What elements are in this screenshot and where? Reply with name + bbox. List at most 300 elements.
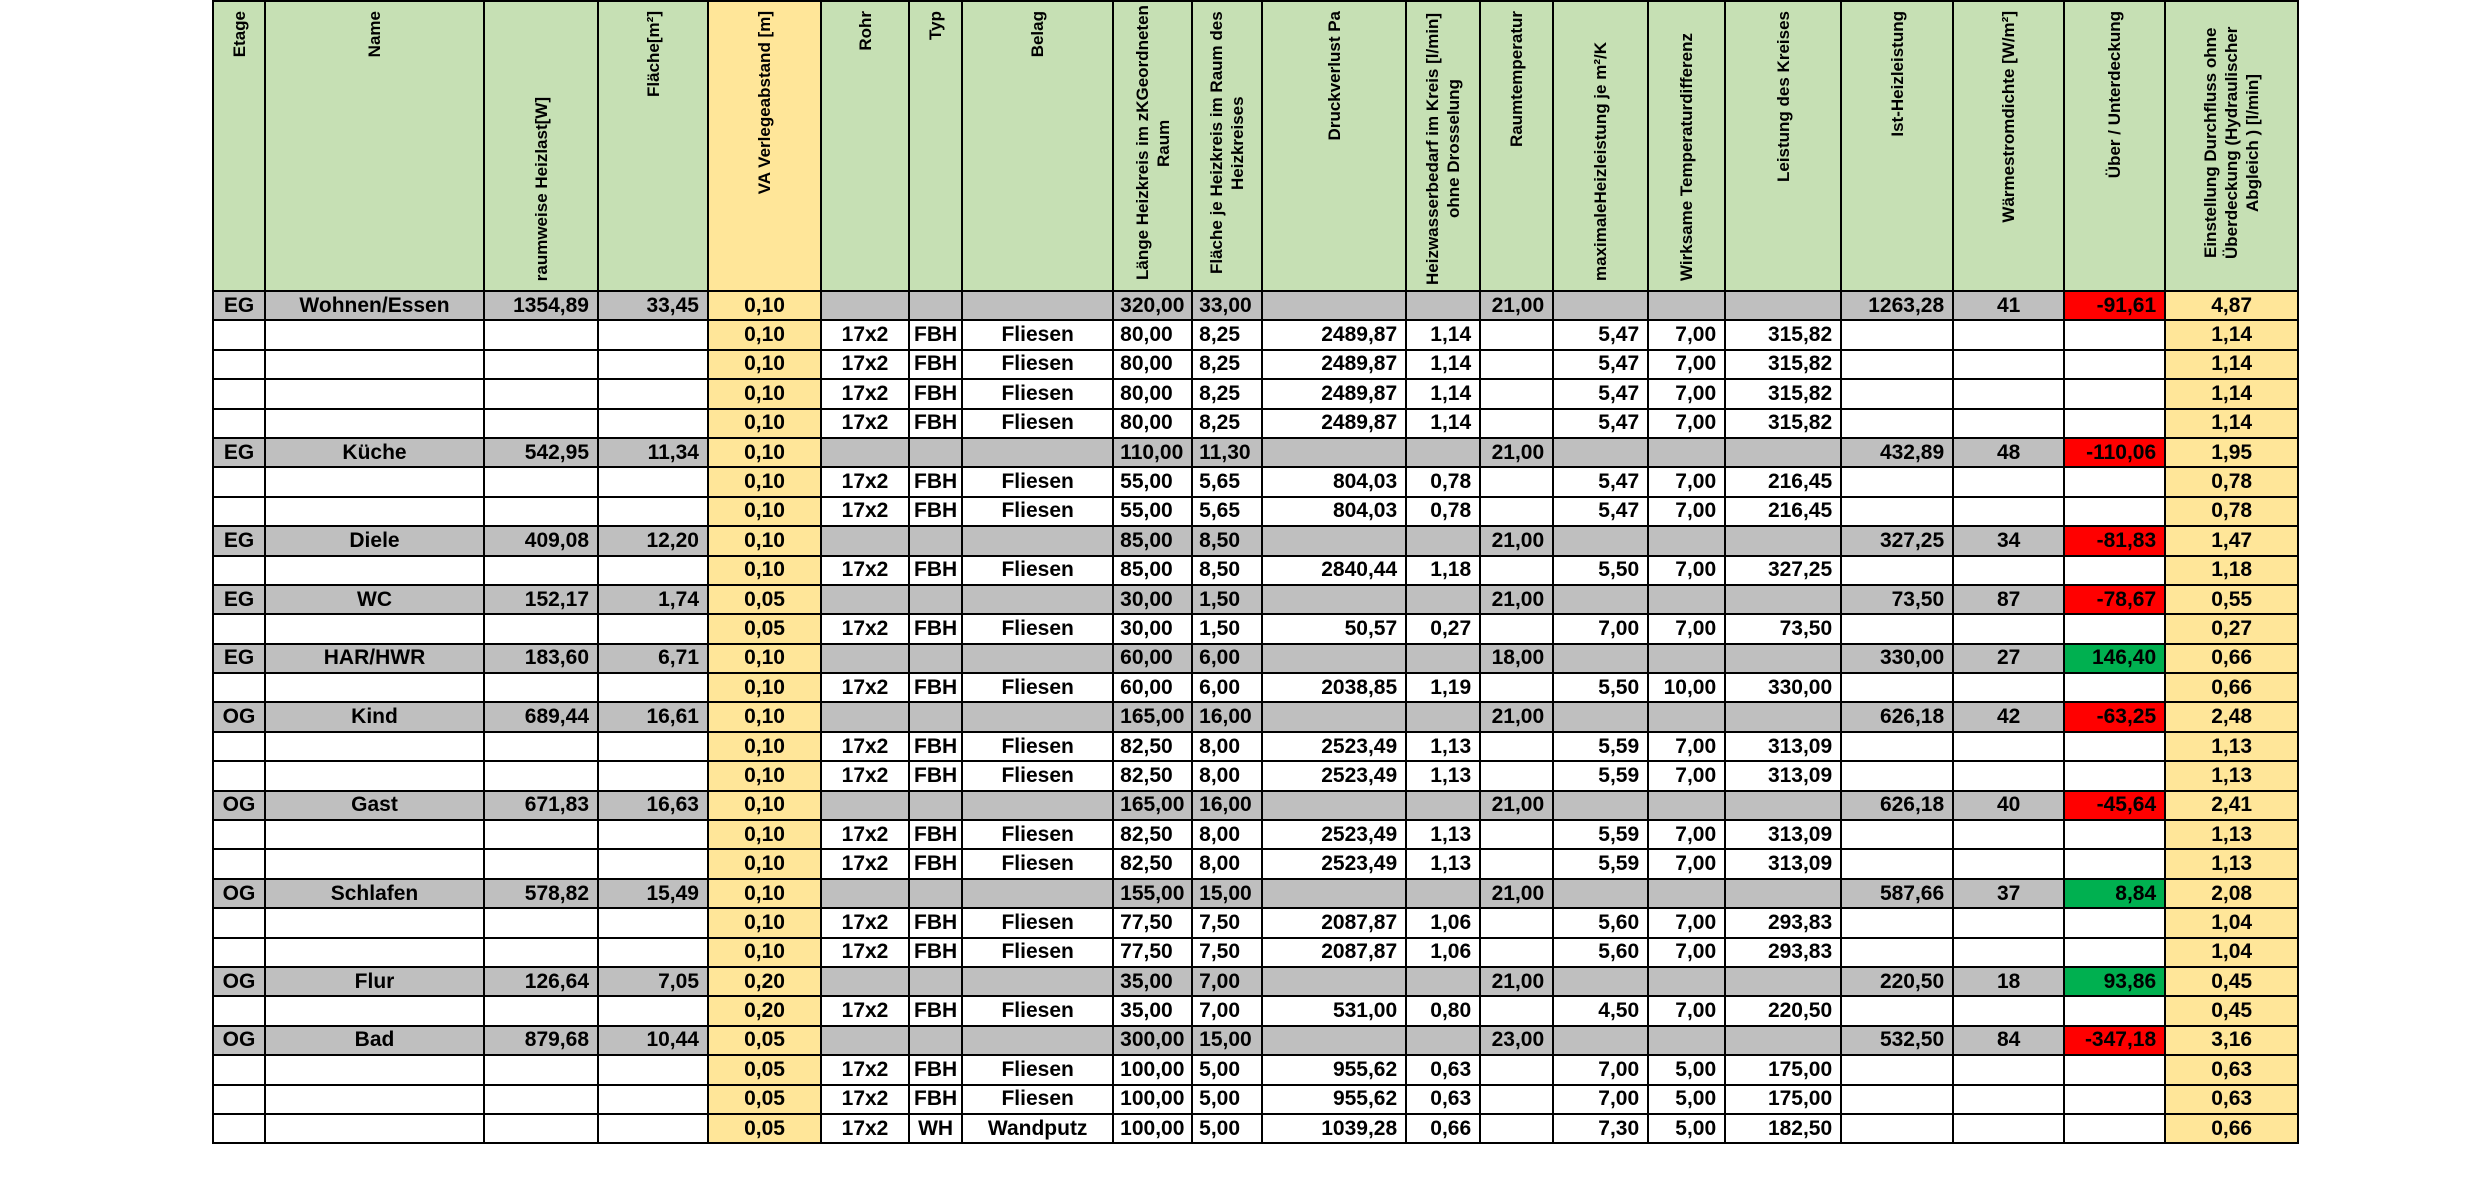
cell-raumtemperatur[interactable] xyxy=(1480,350,1553,379)
column-header-flaeche-heizkreis[interactable] xyxy=(1192,1,1262,291)
cell-heizlast[interactable] xyxy=(484,320,598,349)
cell-waermestromdichte[interactable] xyxy=(1953,1114,2064,1143)
cell-laenge[interactable]: 82,50 xyxy=(1113,761,1192,790)
cell-belag[interactable]: Fliesen xyxy=(962,409,1113,438)
cell-raumtemperatur[interactable] xyxy=(1480,673,1553,702)
cell-name[interactable] xyxy=(265,761,484,790)
cell-leistung-kreis[interactable] xyxy=(1725,585,1841,614)
cell-waermestromdichte[interactable] xyxy=(1953,1055,2064,1084)
cell-name[interactable] xyxy=(265,820,484,849)
cell-raumtemperatur[interactable] xyxy=(1480,556,1553,585)
cell-typ[interactable] xyxy=(909,1026,962,1055)
cell-raumtemperatur[interactable] xyxy=(1480,820,1553,849)
cell-druckverlust[interactable]: 955,62 xyxy=(1262,1055,1406,1084)
cell-name[interactable] xyxy=(265,908,484,937)
cell-ist-heizleistung[interactable] xyxy=(1841,732,1953,761)
cell-ueber-unterdeckung[interactable]: 146,40 xyxy=(2064,644,2165,673)
cell-flaeche-heizkreis[interactable]: 5,00 xyxy=(1192,1085,1262,1114)
cell-ueber-unterdeckung[interactable]: 8,84 xyxy=(2064,879,2165,908)
cell-flaeche-heizkreis[interactable]: 1,50 xyxy=(1192,614,1262,643)
cell-laenge[interactable]: 82,50 xyxy=(1113,732,1192,761)
cell-waermestromdichte[interactable]: 27 xyxy=(1953,644,2064,673)
cell-flaeche[interactable] xyxy=(598,467,708,496)
cell-name[interactable] xyxy=(265,556,484,585)
cell-verlegeabstand[interactable]: 0,10 xyxy=(708,350,821,379)
cell-raumtemperatur[interactable] xyxy=(1480,996,1553,1025)
cell-durchfluss[interactable]: 2,48 xyxy=(2165,702,2298,731)
cell-ist-heizleistung[interactable] xyxy=(1841,1114,1953,1143)
cell-durchfluss[interactable]: 1,18 xyxy=(2165,556,2298,585)
cell-name[interactable]: WC xyxy=(265,585,484,614)
cell-heizwasserbedarf[interactable] xyxy=(1406,791,1480,820)
cell-max-heizleistung[interactable]: 5,47 xyxy=(1553,409,1648,438)
cell-flaeche[interactable] xyxy=(598,820,708,849)
cell-rohr[interactable] xyxy=(821,644,909,673)
cell-ist-heizleistung[interactable] xyxy=(1841,556,1953,585)
cell-temperaturdifferenz[interactable]: 10,00 xyxy=(1648,673,1725,702)
cell-ist-heizleistung[interactable] xyxy=(1841,467,1953,496)
cell-max-heizleistung[interactable]: 5,47 xyxy=(1553,379,1648,408)
cell-rohr[interactable] xyxy=(821,967,909,996)
cell-flaeche-heizkreis[interactable]: 7,00 xyxy=(1192,967,1262,996)
cell-ist-heizleistung[interactable] xyxy=(1841,379,1953,408)
cell-leistung-kreis[interactable]: 175,00 xyxy=(1725,1055,1841,1084)
cell-flaeche-heizkreis[interactable]: 7,00 xyxy=(1192,996,1262,1025)
cell-heizwasserbedarf[interactable]: 1,19 xyxy=(1406,673,1480,702)
cell-laenge[interactable]: 80,00 xyxy=(1113,379,1192,408)
column-header-etage[interactable] xyxy=(213,1,265,291)
cell-name[interactable]: Flur xyxy=(265,967,484,996)
cell-waermestromdichte[interactable]: 18 xyxy=(1953,967,2064,996)
cell-flaeche-heizkreis[interactable]: 8,25 xyxy=(1192,409,1262,438)
cell-heizwasserbedarf[interactable]: 1,14 xyxy=(1406,350,1480,379)
cell-temperaturdifferenz[interactable] xyxy=(1648,526,1725,555)
cell-laenge[interactable]: 80,00 xyxy=(1113,409,1192,438)
cell-durchfluss[interactable]: 1,14 xyxy=(2165,320,2298,349)
cell-heizlast[interactable] xyxy=(484,350,598,379)
cell-leistung-kreis[interactable]: 315,82 xyxy=(1725,409,1841,438)
cell-flaeche[interactable] xyxy=(598,732,708,761)
cell-flaeche[interactable]: 11,34 xyxy=(598,438,708,467)
cell-belag[interactable]: Wandputz xyxy=(962,1114,1113,1143)
cell-name[interactable] xyxy=(265,1055,484,1084)
cell-max-heizleistung[interactable]: 7,30 xyxy=(1553,1114,1648,1143)
cell-verlegeabstand[interactable]: 0,10 xyxy=(708,673,821,702)
cell-verlegeabstand[interactable]: 0,20 xyxy=(708,996,821,1025)
cell-etage[interactable] xyxy=(213,409,265,438)
cell-heizwasserbedarf[interactable] xyxy=(1406,585,1480,614)
cell-ist-heizleistung[interactable] xyxy=(1841,1085,1953,1114)
cell-ist-heizleistung[interactable]: 626,18 xyxy=(1841,791,1953,820)
cell-druckverlust[interactable] xyxy=(1262,1026,1406,1055)
column-header-temperaturdifferenz[interactable] xyxy=(1648,1,1725,291)
cell-typ[interactable]: FBH xyxy=(909,938,962,967)
cell-heizlast[interactable] xyxy=(484,849,598,878)
cell-verlegeabstand[interactable]: 0,10 xyxy=(708,291,821,320)
cell-waermestromdichte[interactable] xyxy=(1953,761,2064,790)
cell-heizlast[interactable]: 152,17 xyxy=(484,585,598,614)
cell-heizwasserbedarf[interactable] xyxy=(1406,526,1480,555)
cell-ueber-unterdeckung[interactable]: -347,18 xyxy=(2064,1026,2165,1055)
cell-etage[interactable]: OG xyxy=(213,1026,265,1055)
cell-waermestromdichte[interactable]: 87 xyxy=(1953,585,2064,614)
cell-typ[interactable]: FBH xyxy=(909,320,962,349)
cell-durchfluss[interactable]: 0,78 xyxy=(2165,497,2298,526)
cell-name[interactable] xyxy=(265,467,484,496)
cell-verlegeabstand[interactable]: 0,10 xyxy=(708,702,821,731)
cell-heizlast[interactable]: 689,44 xyxy=(484,702,598,731)
column-header-raumtemperatur[interactable] xyxy=(1480,1,1553,291)
cell-belag[interactable] xyxy=(962,291,1113,320)
cell-flaeche-heizkreis[interactable]: 5,00 xyxy=(1192,1055,1262,1084)
cell-flaeche[interactable] xyxy=(598,350,708,379)
cell-max-heizleistung[interactable]: 5,47 xyxy=(1553,350,1648,379)
cell-max-heizleistung[interactable] xyxy=(1553,1026,1648,1055)
cell-name[interactable] xyxy=(265,409,484,438)
cell-temperaturdifferenz[interactable] xyxy=(1648,702,1725,731)
cell-ist-heizleistung[interactable] xyxy=(1841,350,1953,379)
cell-laenge[interactable]: 35,00 xyxy=(1113,996,1192,1025)
cell-name[interactable] xyxy=(265,673,484,702)
cell-heizwasserbedarf[interactable]: 1,06 xyxy=(1406,908,1480,937)
cell-ueber-unterdeckung[interactable] xyxy=(2064,614,2165,643)
cell-verlegeabstand[interactable]: 0,10 xyxy=(708,379,821,408)
cell-temperaturdifferenz[interactable]: 7,00 xyxy=(1648,556,1725,585)
cell-heizwasserbedarf[interactable]: 0,27 xyxy=(1406,614,1480,643)
cell-name[interactable] xyxy=(265,1085,484,1114)
cell-name[interactable] xyxy=(265,350,484,379)
cell-ist-heizleistung[interactable] xyxy=(1841,820,1953,849)
cell-typ[interactable] xyxy=(909,879,962,908)
cell-max-heizleistung[interactable] xyxy=(1553,438,1648,467)
cell-etage[interactable] xyxy=(213,761,265,790)
cell-leistung-kreis[interactable]: 220,50 xyxy=(1725,996,1841,1025)
cell-durchfluss[interactable]: 1,13 xyxy=(2165,761,2298,790)
cell-waermestromdichte[interactable]: 37 xyxy=(1953,879,2064,908)
cell-max-heizleistung[interactable] xyxy=(1553,644,1648,673)
cell-heizwasserbedarf[interactable]: 1,13 xyxy=(1406,849,1480,878)
cell-ist-heizleistung[interactable]: 330,00 xyxy=(1841,644,1953,673)
cell-heizwasserbedarf[interactable]: 0,63 xyxy=(1406,1085,1480,1114)
cell-ist-heizleistung[interactable] xyxy=(1841,320,1953,349)
cell-heizlast[interactable] xyxy=(484,614,598,643)
cell-name[interactable] xyxy=(265,732,484,761)
cell-typ[interactable]: FBH xyxy=(909,996,962,1025)
cell-flaeche-heizkreis[interactable]: 1,50 xyxy=(1192,585,1262,614)
cell-name[interactable] xyxy=(265,1114,484,1143)
cell-druckverlust[interactable] xyxy=(1262,644,1406,673)
cell-temperaturdifferenz[interactable] xyxy=(1648,791,1725,820)
cell-verlegeabstand[interactable]: 0,10 xyxy=(708,820,821,849)
cell-flaeche[interactable] xyxy=(598,497,708,526)
cell-durchfluss[interactable]: 2,41 xyxy=(2165,791,2298,820)
cell-flaeche-heizkreis[interactable]: 7,50 xyxy=(1192,938,1262,967)
cell-max-heizleistung[interactable]: 5,59 xyxy=(1553,761,1648,790)
cell-temperaturdifferenz[interactable] xyxy=(1648,585,1725,614)
cell-temperaturdifferenz[interactable]: 7,00 xyxy=(1648,761,1725,790)
cell-leistung-kreis[interactable]: 330,00 xyxy=(1725,673,1841,702)
cell-etage[interactable] xyxy=(213,614,265,643)
cell-flaeche[interactable] xyxy=(598,1114,708,1143)
cell-temperaturdifferenz[interactable]: 7,00 xyxy=(1648,350,1725,379)
cell-waermestromdichte[interactable] xyxy=(1953,350,2064,379)
cell-rohr[interactable]: 17x2 xyxy=(821,409,909,438)
cell-temperaturdifferenz[interactable]: 7,00 xyxy=(1648,379,1725,408)
cell-laenge[interactable]: 35,00 xyxy=(1113,967,1192,996)
column-header-heizlast[interactable] xyxy=(484,1,598,291)
cell-ueber-unterdeckung[interactable]: 93,86 xyxy=(2064,967,2165,996)
cell-heizwasserbedarf[interactable] xyxy=(1406,879,1480,908)
cell-ueber-unterdeckung[interactable]: -78,67 xyxy=(2064,585,2165,614)
cell-durchfluss[interactable]: 0,66 xyxy=(2165,644,2298,673)
cell-etage[interactable] xyxy=(213,849,265,878)
cell-flaeche[interactable]: 6,71 xyxy=(598,644,708,673)
cell-temperaturdifferenz[interactable]: 5,00 xyxy=(1648,1085,1725,1114)
cell-verlegeabstand[interactable]: 0,10 xyxy=(708,644,821,673)
cell-raumtemperatur[interactable] xyxy=(1480,467,1553,496)
cell-verlegeabstand[interactable]: 0,05 xyxy=(708,1055,821,1084)
cell-rohr[interactable]: 17x2 xyxy=(821,614,909,643)
cell-temperaturdifferenz[interactable] xyxy=(1648,644,1725,673)
cell-druckverlust[interactable]: 2489,87 xyxy=(1262,350,1406,379)
cell-leistung-kreis[interactable]: 293,83 xyxy=(1725,938,1841,967)
cell-waermestromdichte[interactable] xyxy=(1953,938,2064,967)
cell-laenge[interactable]: 80,00 xyxy=(1113,350,1192,379)
cell-belag[interactable] xyxy=(962,526,1113,555)
cell-ueber-unterdeckung[interactable] xyxy=(2064,497,2165,526)
cell-laenge[interactable]: 100,00 xyxy=(1113,1085,1192,1114)
cell-typ[interactable]: WH xyxy=(909,1114,962,1143)
cell-name[interactable]: Schlafen xyxy=(265,879,484,908)
cell-laenge[interactable]: 100,00 xyxy=(1113,1055,1192,1084)
cell-waermestromdichte[interactable]: 34 xyxy=(1953,526,2064,555)
cell-waermestromdichte[interactable]: 84 xyxy=(1953,1026,2064,1055)
cell-rohr[interactable]: 17x2 xyxy=(821,320,909,349)
cell-waermestromdichte[interactable] xyxy=(1953,732,2064,761)
cell-rohr[interactable] xyxy=(821,791,909,820)
cell-temperaturdifferenz[interactable]: 7,00 xyxy=(1648,732,1725,761)
cell-leistung-kreis[interactable]: 293,83 xyxy=(1725,908,1841,937)
cell-belag[interactable]: Fliesen xyxy=(962,820,1113,849)
cell-leistung-kreis[interactable]: 216,45 xyxy=(1725,497,1841,526)
cell-heizlast[interactable] xyxy=(484,996,598,1025)
cell-rohr[interactable] xyxy=(821,702,909,731)
cell-durchfluss[interactable]: 0,45 xyxy=(2165,996,2298,1025)
cell-belag[interactable]: Fliesen xyxy=(962,614,1113,643)
cell-max-heizleistung[interactable]: 4,50 xyxy=(1553,996,1648,1025)
cell-belag[interactable]: Fliesen xyxy=(962,379,1113,408)
cell-flaeche[interactable]: 12,20 xyxy=(598,526,708,555)
cell-ist-heizleistung[interactable] xyxy=(1841,497,1953,526)
cell-flaeche-heizkreis[interactable]: 8,25 xyxy=(1192,350,1262,379)
cell-name[interactable] xyxy=(265,497,484,526)
cell-etage[interactable]: OG xyxy=(213,967,265,996)
cell-typ[interactable]: FBH xyxy=(909,732,962,761)
cell-leistung-kreis[interactable]: 315,82 xyxy=(1725,379,1841,408)
cell-heizlast[interactable] xyxy=(484,1085,598,1114)
cell-waermestromdichte[interactable] xyxy=(1953,820,2064,849)
cell-druckverlust[interactable] xyxy=(1262,526,1406,555)
cell-ueber-unterdeckung[interactable] xyxy=(2064,1055,2165,1084)
cell-flaeche[interactable] xyxy=(598,849,708,878)
cell-etage[interactable] xyxy=(213,556,265,585)
cell-leistung-kreis[interactable] xyxy=(1725,702,1841,731)
cell-raumtemperatur[interactable] xyxy=(1480,614,1553,643)
cell-rohr[interactable] xyxy=(821,526,909,555)
cell-max-heizleistung[interactable] xyxy=(1553,291,1648,320)
cell-raumtemperatur[interactable]: 21,00 xyxy=(1480,291,1553,320)
cell-ueber-unterdeckung[interactable] xyxy=(2064,732,2165,761)
cell-raumtemperatur[interactable] xyxy=(1480,379,1553,408)
cell-verlegeabstand[interactable]: 0,05 xyxy=(708,585,821,614)
cell-verlegeabstand[interactable]: 0,10 xyxy=(708,791,821,820)
cell-flaeche-heizkreis[interactable]: 8,00 xyxy=(1192,849,1262,878)
cell-typ[interactable]: FBH xyxy=(909,761,962,790)
cell-belag[interactable] xyxy=(962,702,1113,731)
cell-heizlast[interactable] xyxy=(484,820,598,849)
cell-typ[interactable]: FBH xyxy=(909,820,962,849)
cell-temperaturdifferenz[interactable]: 7,00 xyxy=(1648,908,1725,937)
cell-temperaturdifferenz[interactable]: 7,00 xyxy=(1648,849,1725,878)
cell-ist-heizleistung[interactable] xyxy=(1841,761,1953,790)
cell-typ[interactable] xyxy=(909,585,962,614)
cell-raumtemperatur[interactable] xyxy=(1480,938,1553,967)
cell-typ[interactable]: FBH xyxy=(909,673,962,702)
cell-flaeche-heizkreis[interactable]: 11,30 xyxy=(1192,438,1262,467)
cell-belag[interactable] xyxy=(962,967,1113,996)
cell-max-heizleistung[interactable] xyxy=(1553,967,1648,996)
cell-druckverlust[interactable]: 2489,87 xyxy=(1262,409,1406,438)
cell-ist-heizleistung[interactable] xyxy=(1841,996,1953,1025)
cell-leistung-kreis[interactable] xyxy=(1725,291,1841,320)
cell-leistung-kreis[interactable] xyxy=(1725,791,1841,820)
cell-rohr[interactable]: 17x2 xyxy=(821,1085,909,1114)
cell-heizlast[interactable] xyxy=(484,673,598,702)
cell-leistung-kreis[interactable]: 315,82 xyxy=(1725,320,1841,349)
cell-druckverlust[interactable]: 2523,49 xyxy=(1262,732,1406,761)
cell-etage[interactable] xyxy=(213,908,265,937)
cell-heizlast[interactable] xyxy=(484,409,598,438)
cell-druckverlust[interactable]: 1039,28 xyxy=(1262,1114,1406,1143)
cell-heizlast[interactable] xyxy=(484,556,598,585)
cell-ist-heizleistung[interactable]: 532,50 xyxy=(1841,1026,1953,1055)
cell-etage[interactable] xyxy=(213,673,265,702)
cell-temperaturdifferenz[interactable] xyxy=(1648,438,1725,467)
cell-flaeche-heizkreis[interactable]: 5,00 xyxy=(1192,1114,1262,1143)
cell-heizwasserbedarf[interactable]: 0,80 xyxy=(1406,996,1480,1025)
cell-flaeche[interactable] xyxy=(598,1085,708,1114)
cell-flaeche[interactable] xyxy=(598,908,708,937)
cell-belag[interactable]: Fliesen xyxy=(962,849,1113,878)
cell-rohr[interactable]: 17x2 xyxy=(821,350,909,379)
cell-verlegeabstand[interactable]: 0,10 xyxy=(708,849,821,878)
cell-durchfluss[interactable]: 4,87 xyxy=(2165,291,2298,320)
cell-durchfluss[interactable]: 2,08 xyxy=(2165,879,2298,908)
cell-ueber-unterdeckung[interactable] xyxy=(2064,938,2165,967)
cell-flaeche-heizkreis[interactable]: 7,50 xyxy=(1192,908,1262,937)
cell-leistung-kreis[interactable]: 315,82 xyxy=(1725,350,1841,379)
cell-max-heizleistung[interactable] xyxy=(1553,879,1648,908)
cell-leistung-kreis[interactable]: 313,09 xyxy=(1725,849,1841,878)
cell-waermestromdichte[interactable] xyxy=(1953,556,2064,585)
cell-flaeche[interactable]: 7,05 xyxy=(598,967,708,996)
cell-druckverlust[interactable]: 531,00 xyxy=(1262,996,1406,1025)
cell-flaeche[interactable] xyxy=(598,996,708,1025)
cell-flaeche[interactable]: 15,49 xyxy=(598,879,708,908)
cell-name[interactable] xyxy=(265,379,484,408)
cell-heizlast[interactable]: 126,64 xyxy=(484,967,598,996)
column-header-verlegeabstand[interactable] xyxy=(708,1,821,291)
cell-leistung-kreis[interactable]: 182,50 xyxy=(1725,1114,1841,1143)
cell-typ[interactable]: FBH xyxy=(909,849,962,878)
cell-verlegeabstand[interactable]: 0,05 xyxy=(708,614,821,643)
cell-raumtemperatur[interactable]: 18,00 xyxy=(1480,644,1553,673)
cell-belag[interactable]: Fliesen xyxy=(962,320,1113,349)
cell-raumtemperatur[interactable]: 21,00 xyxy=(1480,967,1553,996)
cell-etage[interactable] xyxy=(213,350,265,379)
column-header-waermestromdichte[interactable] xyxy=(1953,1,2064,291)
cell-heizwasserbedarf[interactable] xyxy=(1406,291,1480,320)
column-header-leistung-kreis[interactable] xyxy=(1725,1,1841,291)
cell-druckverlust[interactable]: 2840,44 xyxy=(1262,556,1406,585)
cell-rohr[interactable]: 17x2 xyxy=(821,1055,909,1084)
column-header-heizwasserbedarf[interactable] xyxy=(1406,1,1480,291)
cell-heizwasserbedarf[interactable]: 1,14 xyxy=(1406,379,1480,408)
cell-heizlast[interactable] xyxy=(484,761,598,790)
cell-etage[interactable]: EG xyxy=(213,438,265,467)
cell-name[interactable]: Diele xyxy=(265,526,484,555)
cell-ist-heizleistung[interactable]: 1263,28 xyxy=(1841,291,1953,320)
cell-rohr[interactable]: 17x2 xyxy=(821,556,909,585)
cell-belag[interactable] xyxy=(962,585,1113,614)
column-header-typ[interactable] xyxy=(909,1,962,291)
cell-druckverlust[interactable] xyxy=(1262,291,1406,320)
cell-flaeche-heizkreis[interactable]: 8,50 xyxy=(1192,526,1262,555)
cell-waermestromdichte[interactable]: 41 xyxy=(1953,291,2064,320)
cell-rohr[interactable]: 17x2 xyxy=(821,761,909,790)
cell-etage[interactable] xyxy=(213,467,265,496)
cell-heizlast[interactable]: 542,95 xyxy=(484,438,598,467)
cell-verlegeabstand[interactable]: 0,05 xyxy=(708,1026,821,1055)
cell-flaeche-heizkreis[interactable]: 6,00 xyxy=(1192,673,1262,702)
cell-name[interactable]: Kind xyxy=(265,702,484,731)
cell-etage[interactable]: OG xyxy=(213,879,265,908)
cell-leistung-kreis[interactable] xyxy=(1725,644,1841,673)
cell-heizwasserbedarf[interactable]: 1,14 xyxy=(1406,409,1480,438)
cell-waermestromdichte[interactable] xyxy=(1953,996,2064,1025)
cell-laenge[interactable]: 85,00 xyxy=(1113,526,1192,555)
cell-max-heizleistung[interactable]: 5,47 xyxy=(1553,497,1648,526)
cell-verlegeabstand[interactable]: 0,10 xyxy=(708,497,821,526)
cell-waermestromdichte[interactable] xyxy=(1953,320,2064,349)
cell-raumtemperatur[interactable] xyxy=(1480,908,1553,937)
cell-durchfluss[interactable]: 1,04 xyxy=(2165,938,2298,967)
cell-ueber-unterdeckung[interactable] xyxy=(2064,467,2165,496)
cell-max-heizleistung[interactable]: 7,00 xyxy=(1553,1055,1648,1084)
cell-laenge[interactable]: 110,00 xyxy=(1113,438,1192,467)
cell-etage[interactable] xyxy=(213,320,265,349)
cell-heizwasserbedarf[interactable] xyxy=(1406,644,1480,673)
cell-flaeche-heizkreis[interactable]: 8,00 xyxy=(1192,732,1262,761)
cell-flaeche[interactable] xyxy=(598,938,708,967)
cell-leistung-kreis[interactable]: 313,09 xyxy=(1725,820,1841,849)
cell-heizwasserbedarf[interactable] xyxy=(1406,1026,1480,1055)
cell-belag[interactable]: Fliesen xyxy=(962,1085,1113,1114)
cell-typ[interactable]: FBH xyxy=(909,556,962,585)
cell-belag[interactable]: Fliesen xyxy=(962,761,1113,790)
cell-etage[interactable]: EG xyxy=(213,526,265,555)
cell-laenge[interactable]: 30,00 xyxy=(1113,614,1192,643)
